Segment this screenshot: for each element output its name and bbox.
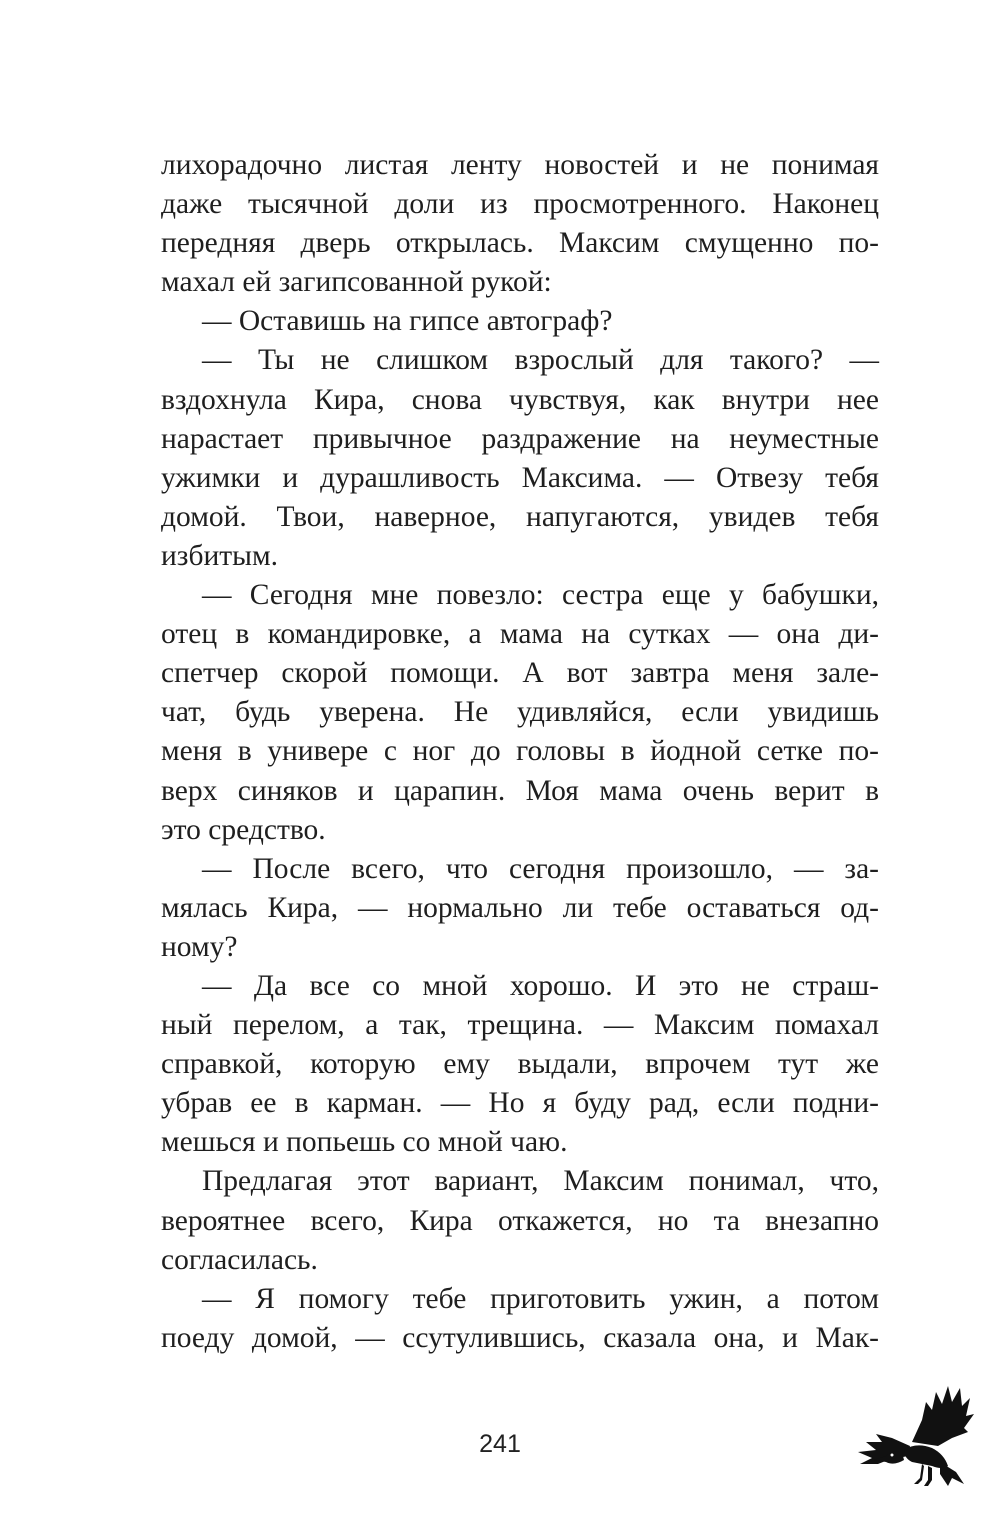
text-line: мешься и попьешь со мной чаю. <box>161 1126 568 1159</box>
text-line: даже тысячной доли из просмотренного. Наконец <box>161 188 879 221</box>
text-line: — Оставишь на гипсе автограф? <box>202 305 613 338</box>
text-line: — Да все со мной хорошо. И это не страш- <box>202 969 879 1002</box>
body-text <box>161 146 879 1358</box>
text-line: справкой, которую ему выдали, впрочем тут же <box>161 1048 879 1081</box>
text-line: убрав ее в карман. — Но я буду рад, если подни- <box>161 1087 879 1120</box>
text-line: меня в универе с ног до головы в йодной сетке по- <box>161 735 879 768</box>
raven-icon <box>852 1380 976 1492</box>
text-line: вздохнула Кира, снова чувствуя, как внутри нее <box>161 383 879 416</box>
text-line: — Ты не слишком взрослый для такого? — <box>202 344 879 377</box>
text-line: спетчер скорой помощи. А вот завтра меня зале- <box>161 657 879 690</box>
text-line: ужимки и дурашливость Максима. — Отвезу тебя <box>161 461 879 494</box>
text-line: чат, будь уверена. Не удивляйся, если увидишь <box>161 696 879 729</box>
text-line: — Я помогу тебе приготовить ужин, а потом <box>202 1282 879 1315</box>
text-line: нарастает привычное раздражение на неуместные <box>161 422 879 455</box>
text-line: Предлагая этот вариант, Максим понимал, что, <box>202 1165 879 1198</box>
text-line: поеду домой, — ссутулившись, сказала она, и Мак- <box>161 1321 879 1354</box>
page-number: 241 <box>479 1430 521 1458</box>
text-line: ный перелом, а так, трещина. — Максим помахал <box>161 1009 879 1042</box>
text-line: избитым. <box>161 539 278 572</box>
text-line: передняя дверь открылась. Максим смущенно по- <box>161 227 879 260</box>
text-line: махал ей загипсованной рукой: <box>161 266 552 299</box>
text-line: верх синяков и царапин. Моя мама очень верит в <box>161 774 879 807</box>
text-line: ному? <box>161 930 238 963</box>
text-line: это средство. <box>161 813 326 846</box>
text-line: лихорадочно листая ленту новостей и не понимая <box>161 149 879 181</box>
text-line: домой. Твои, наверное, напугаются, увидев тебя <box>161 500 879 533</box>
text-line: согласилась. <box>161 1243 318 1276</box>
text-line: — Сегодня мне повезло: сестра еще у бабушки, <box>202 579 879 612</box>
text-line: отец в командировке, а мама на сутках — она ди- <box>161 618 879 651</box>
text-line: вероятнее всего, Кира откажется, но та внезапно <box>161 1204 879 1237</box>
text-line: мялась Кира, — нормально ли тебе оставаться од- <box>161 891 879 924</box>
text-line: — После всего, что сегодня произошло, — за- <box>202 852 879 885</box>
